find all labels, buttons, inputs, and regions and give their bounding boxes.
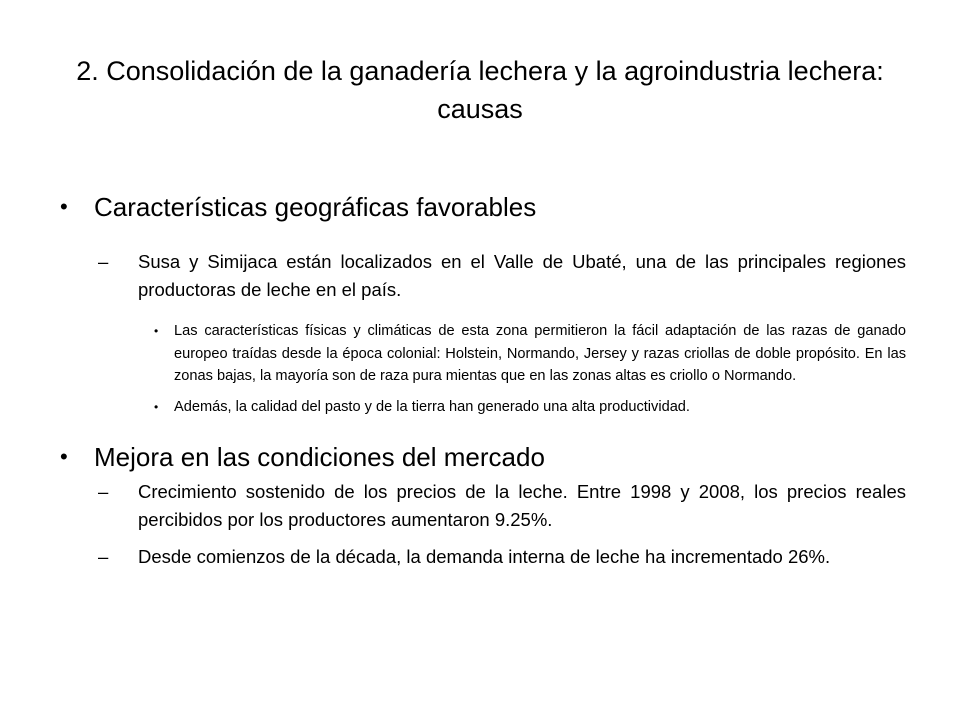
point-precios — [60, 478, 906, 534]
dash-icon: – — [98, 481, 109, 502]
subpoint-text: Las características físicas y climáticas de esta zona permitieron la fácil adaptación de las razas de ganado europeo traídas desde la época colonial: Holstein, Normando, Jersey y razas criollas de doble propósito. En las zonas bajas, la mayoría son de raza pura mientas que en las zonas altas es criollo o Normando. — [174, 323, 906, 384]
bullet-icon: • — [60, 444, 68, 469]
point-valle-ubate — [60, 248, 906, 304]
section-heading-text: Características geográficas favorables — [94, 192, 537, 222]
subpoint-pasto — [60, 396, 906, 419]
slide-body — [60, 190, 906, 571]
point-demanda — [60, 543, 906, 571]
subpoint-text: Además, la calidad del pasto y de la tierra han generado una alta productividad. — [174, 398, 690, 415]
dash-icon: – — [98, 251, 109, 272]
section-heading-market — [60, 440, 906, 474]
point-text: Crecimiento sostenido de los precios de la leche. Entre 1998 y 2008, los precios reales percibidos por los productores aumentaron 9.25%. — [138, 481, 906, 530]
slide-title: 2. Consolidación de la ganadería lechera y la agroindustria lechera: causas — [76, 56, 884, 124]
section-heading-geography — [60, 190, 906, 224]
point-text: Desde comienzos de la década, la demanda interna de leche ha incrementado 26%. — [138, 546, 831, 567]
bullet-icon: • — [60, 194, 68, 219]
section-heading-text: Mejora en las condiciones del mercado — [94, 442, 545, 472]
bullet-icon: • — [154, 324, 159, 338]
point-text: Susa y Simijaca están localizados en el Valle de Ubaté, una de las principales regiones productoras de leche en el país. — [138, 251, 906, 300]
bullet-icon: • — [154, 399, 159, 414]
dash-icon: – — [98, 546, 109, 567]
subpoint-razas — [60, 320, 906, 388]
